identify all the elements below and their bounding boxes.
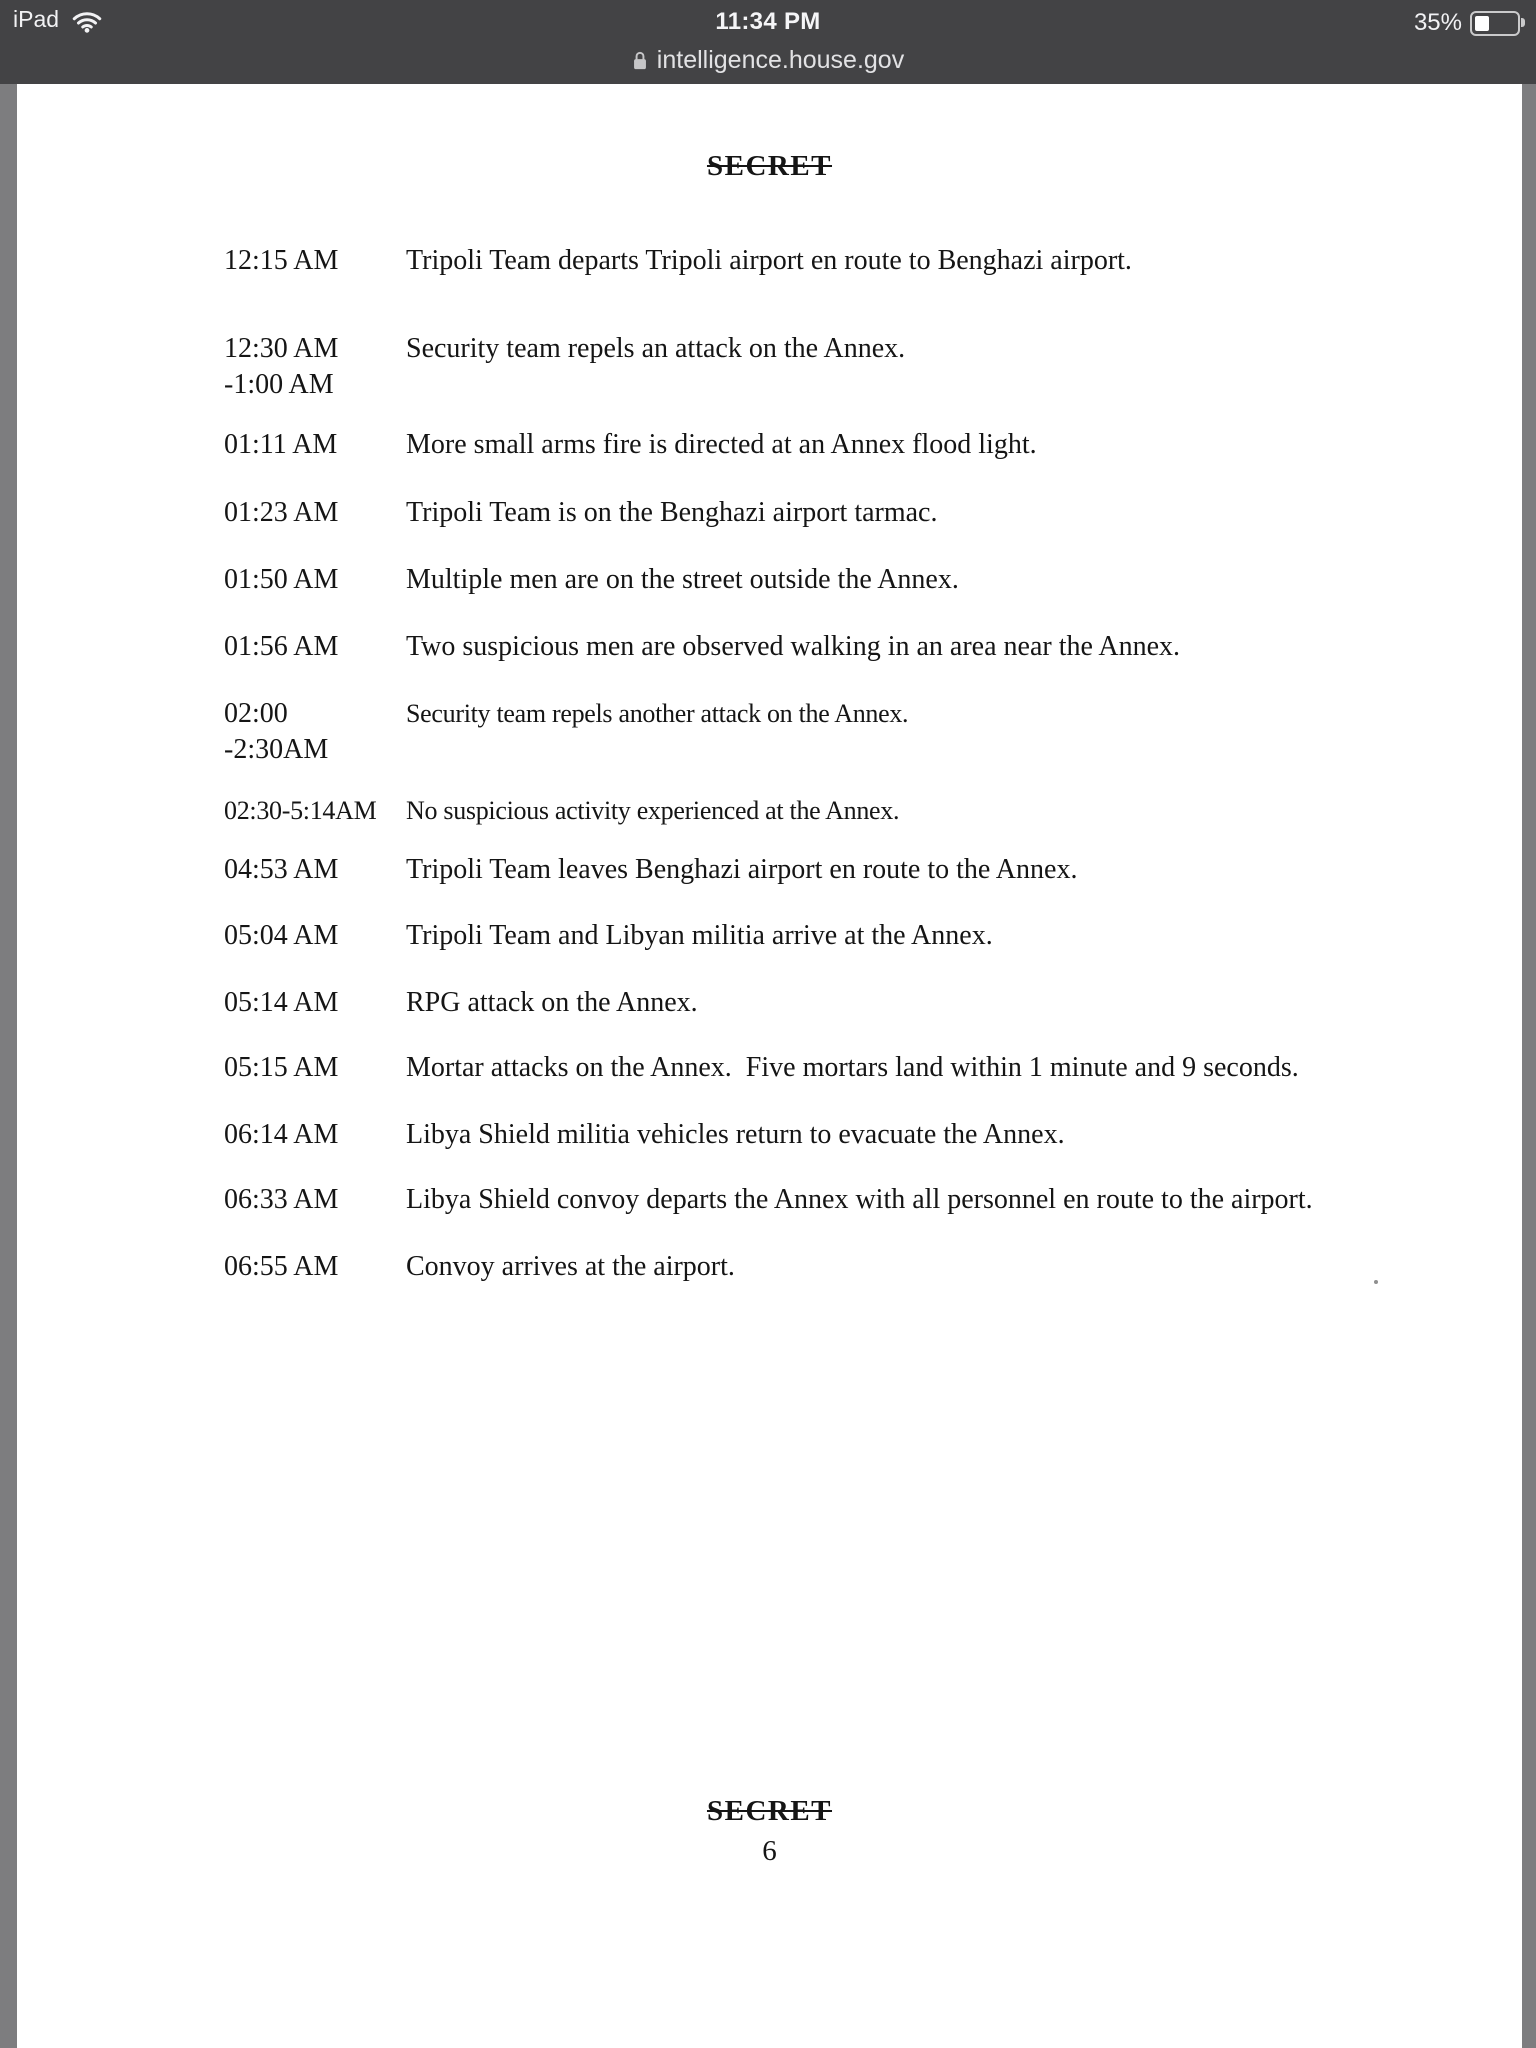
classification-footer: SECRET xyxy=(706,1795,833,1827)
timeline-time: 02:30-5:14AM xyxy=(224,796,377,825)
timeline-event: Security team repels an attack on the Annex. xyxy=(406,333,906,364)
timeline-time: 02:00 xyxy=(224,698,288,729)
padlock-icon xyxy=(632,49,648,71)
timeline-time: 05:15 AM xyxy=(224,1052,339,1083)
classification-header: SECRET xyxy=(706,150,833,182)
timeline-event: RPG attack on the Annex. xyxy=(406,987,698,1018)
url-domain: intelligence.house.gov xyxy=(656,45,905,74)
timeline-event: Two suspicious men are observed walking in an area near the Annex. xyxy=(406,631,1181,662)
pdf-page xyxy=(17,84,1522,2048)
timeline-event: No suspicious activity experienced at the Annex. xyxy=(406,796,900,825)
timeline-event: Tripoli Team leaves Benghazi airport en route to the Annex. xyxy=(406,854,1078,885)
timeline-event: Tripoli Team departs Tripoli airport en route to Benghazi airport. xyxy=(406,245,1132,276)
timeline-event: Tripoli Team and Libyan militia arrive at the Annex. xyxy=(406,920,993,951)
timeline-event: Convoy arrives at the airport. xyxy=(406,1251,735,1282)
timeline-time: 12:30 AM xyxy=(224,333,339,364)
timeline-event: More small arms fire is directed at an Annex flood light. xyxy=(406,429,1037,460)
timeline-time: 06:33 AM xyxy=(224,1184,339,1215)
timeline-time: 01:23 AM xyxy=(224,497,339,528)
timeline-time-cont: -1:00 AM xyxy=(224,369,334,400)
timeline-time: 04:53 AM xyxy=(224,854,339,885)
timeline-time: 01:11 AM xyxy=(224,429,338,460)
timeline-time: 01:50 AM xyxy=(224,564,339,595)
timeline-event: Security team repels another attack on the Annex. xyxy=(406,699,909,728)
battery-icon xyxy=(1470,11,1520,36)
timeline-event: Tripoli Team is on the Benghazi airport tarmac. xyxy=(406,497,938,528)
timeline-event: Libya Shield militia vehicles return to evacuate the Annex. xyxy=(406,1119,1065,1150)
timeline-time: 05:04 AM xyxy=(224,920,339,951)
status-bar-right xyxy=(1414,9,1520,37)
timeline-time: 05:14 AM xyxy=(224,987,339,1018)
address-bar[interactable] xyxy=(0,40,1536,80)
scan-artifact xyxy=(1374,1280,1378,1284)
page-number: 6 xyxy=(762,1835,777,1867)
browser-chrome xyxy=(0,0,1536,84)
timeline-time: 06:55 AM xyxy=(224,1251,339,1282)
content-area[interactable] xyxy=(0,84,1536,2048)
timeline-time: 06:14 AM xyxy=(224,1119,339,1150)
timeline-time: 01:56 AM xyxy=(224,631,339,662)
carrier-label: iPad xyxy=(13,6,60,32)
timeline-event: Libya Shield convoy departs the Annex with all personnel en route to the airport. xyxy=(406,1184,1313,1215)
timeline-event: Mortar attacks on the Annex. Five mortars land within 1 minute and 9 seconds. xyxy=(406,1052,1299,1083)
timeline-time-cont: -2:30AM xyxy=(224,734,329,765)
timeline-time: 12:15 AM xyxy=(224,245,339,276)
timeline-event: Multiple men are on the street outside the Annex. xyxy=(406,564,959,595)
status-time: 11:34 PM xyxy=(715,8,821,35)
battery-percent-label: 35% xyxy=(1413,9,1462,36)
